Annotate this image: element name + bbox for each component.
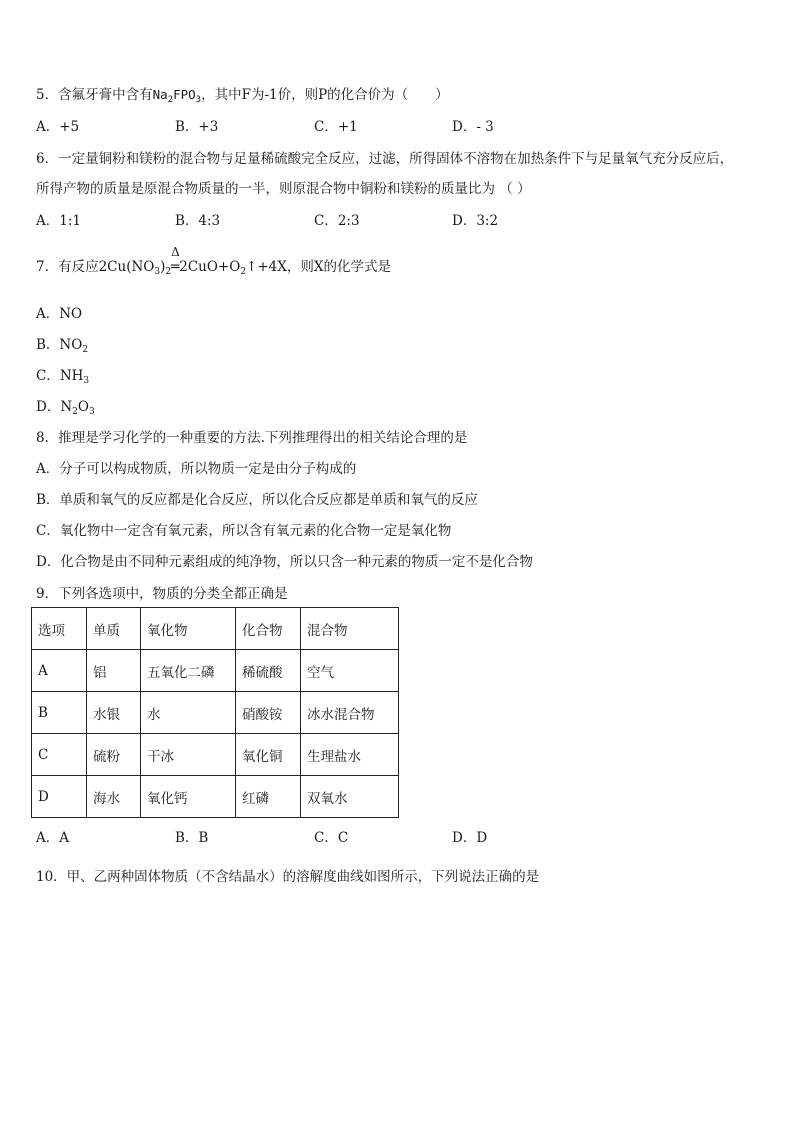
q7-heat-condition: Δ ═ [171, 245, 180, 275]
table-cell: 双氧水 [301, 776, 399, 818]
q5-option-b: B．+3 [175, 119, 219, 135]
table-header-cell: 混合物 [301, 608, 399, 650]
table-cell: B [32, 692, 87, 734]
q5-option-a: A．+5 [36, 119, 80, 135]
q8-option-a: A．分子可以构成物质，所以物质一定是由分子构成的 [36, 461, 357, 477]
table-cell: 氧化钙 [141, 776, 236, 818]
q5-formula: $Na_2FPO_3$ [152, 87, 202, 105]
q5-stem: 5．含氟牙膏中含有$Na_2FPO_3$，其中F为-1价，则P的化合价为（ ） [36, 87, 449, 105]
table-cell: 氧化铜 [236, 734, 301, 776]
q5-option-d: D．- 3 [452, 119, 494, 135]
q8-option-d: D．化合物是由不同种元素组成的纯净物，所以只含一种元素的物质一定不是化合物 [36, 554, 533, 570]
q8-option-b: B．单质和氧气的反应都是化合反应，所以化合反应都是单质和氧气的反应 [36, 492, 478, 508]
table-row [32, 692, 399, 734]
table-cell: A [32, 650, 87, 692]
q7-stem: 7．有反应$2Cu(NO_3)_2$ Δ $═2CuO+O_2↑+4X$，则X的化学式是 [36, 245, 391, 277]
table-cell: 冰水混合物 [301, 692, 399, 734]
q9-option-c: C．C [314, 830, 349, 846]
table-row [32, 734, 399, 776]
q7-option-b: B．$NO_2$ [36, 337, 89, 355]
q8-stem: 8．推理是学习化学的一种重要的方法.下列推理得出的相关结论合理的是 [36, 430, 468, 446]
table-header-cell: 化合物 [236, 608, 301, 650]
q5-option-c: C．+1 [314, 119, 358, 135]
q7-option-d: D．$N_2O_3$ [36, 399, 95, 417]
table-cell: 干冰 [141, 734, 236, 776]
table-cell: 硝酸铵 [236, 692, 301, 734]
table-header-row [32, 608, 399, 650]
table-cell: 生理盐水 [301, 734, 399, 776]
table-cell: 硫粉 [87, 734, 141, 776]
table-cell: 铝 [87, 650, 141, 692]
q9-stem: 9．下列各选项中，物质的分类全都正确是 [36, 586, 288, 602]
q9-option-b: B．B [175, 830, 209, 846]
q7-option-a: A．NO [36, 306, 83, 322]
table-cell: 水银 [87, 692, 141, 734]
q5-options [36, 115, 736, 135]
q6-stem-line1: 6．一定量铜粉和镁粉的混合物与足量稀硫酸完全反应，过滤，所得固体不溶物在加热条件下与足量氧气充分反应后， [36, 151, 734, 167]
table-cell: 五氧化二磷 [141, 650, 236, 692]
table-cell: 稀硫酸 [236, 650, 301, 692]
table-cell: C [32, 734, 87, 776]
q6-stem-line2: 所得产物的质量是原混合物质量的一半，则原混合物中铜粉和镁粉的质量比为 （ ） [36, 181, 531, 197]
q8-option-c: C．氧化物中一定含有氧元素，所以含有氧元素的化合物一定是氧化物 [36, 523, 452, 539]
q6-options [36, 209, 736, 229]
table-row [32, 776, 399, 818]
table-cell: 水 [141, 692, 236, 734]
q10-stem: 10．甲、乙两种固体物质（不含结晶水）的溶解度曲线如图所示，下列说法正确的是 [36, 869, 540, 885]
table-header-cell: 选项 [32, 608, 87, 650]
q6-option-a: A．1:1 [36, 213, 81, 229]
q7-equation: $2Cu(NO_3)_2$ Δ $═2CuO+O_2↑+4X$ [98, 245, 287, 277]
q9-options [36, 826, 736, 846]
q9-option-d: D．D [452, 830, 488, 846]
table-row [32, 650, 399, 692]
table-cell: 空气 [301, 650, 399, 692]
table-cell: 海水 [87, 776, 141, 818]
q6-option-d: D．3:2 [452, 213, 499, 229]
q9-option-a: A．A [36, 830, 69, 846]
classification-table [31, 607, 399, 818]
table-cell: D [32, 776, 87, 818]
q7-option-c: C．$NH_3$ [36, 368, 90, 386]
table-header-cell: 单质 [87, 608, 141, 650]
table-cell: 红磷 [236, 776, 301, 818]
table-header-cell: 氧化物 [141, 608, 236, 650]
q6-option-c: C．2:3 [314, 213, 360, 229]
q6-option-b: B．4:3 [175, 213, 221, 229]
